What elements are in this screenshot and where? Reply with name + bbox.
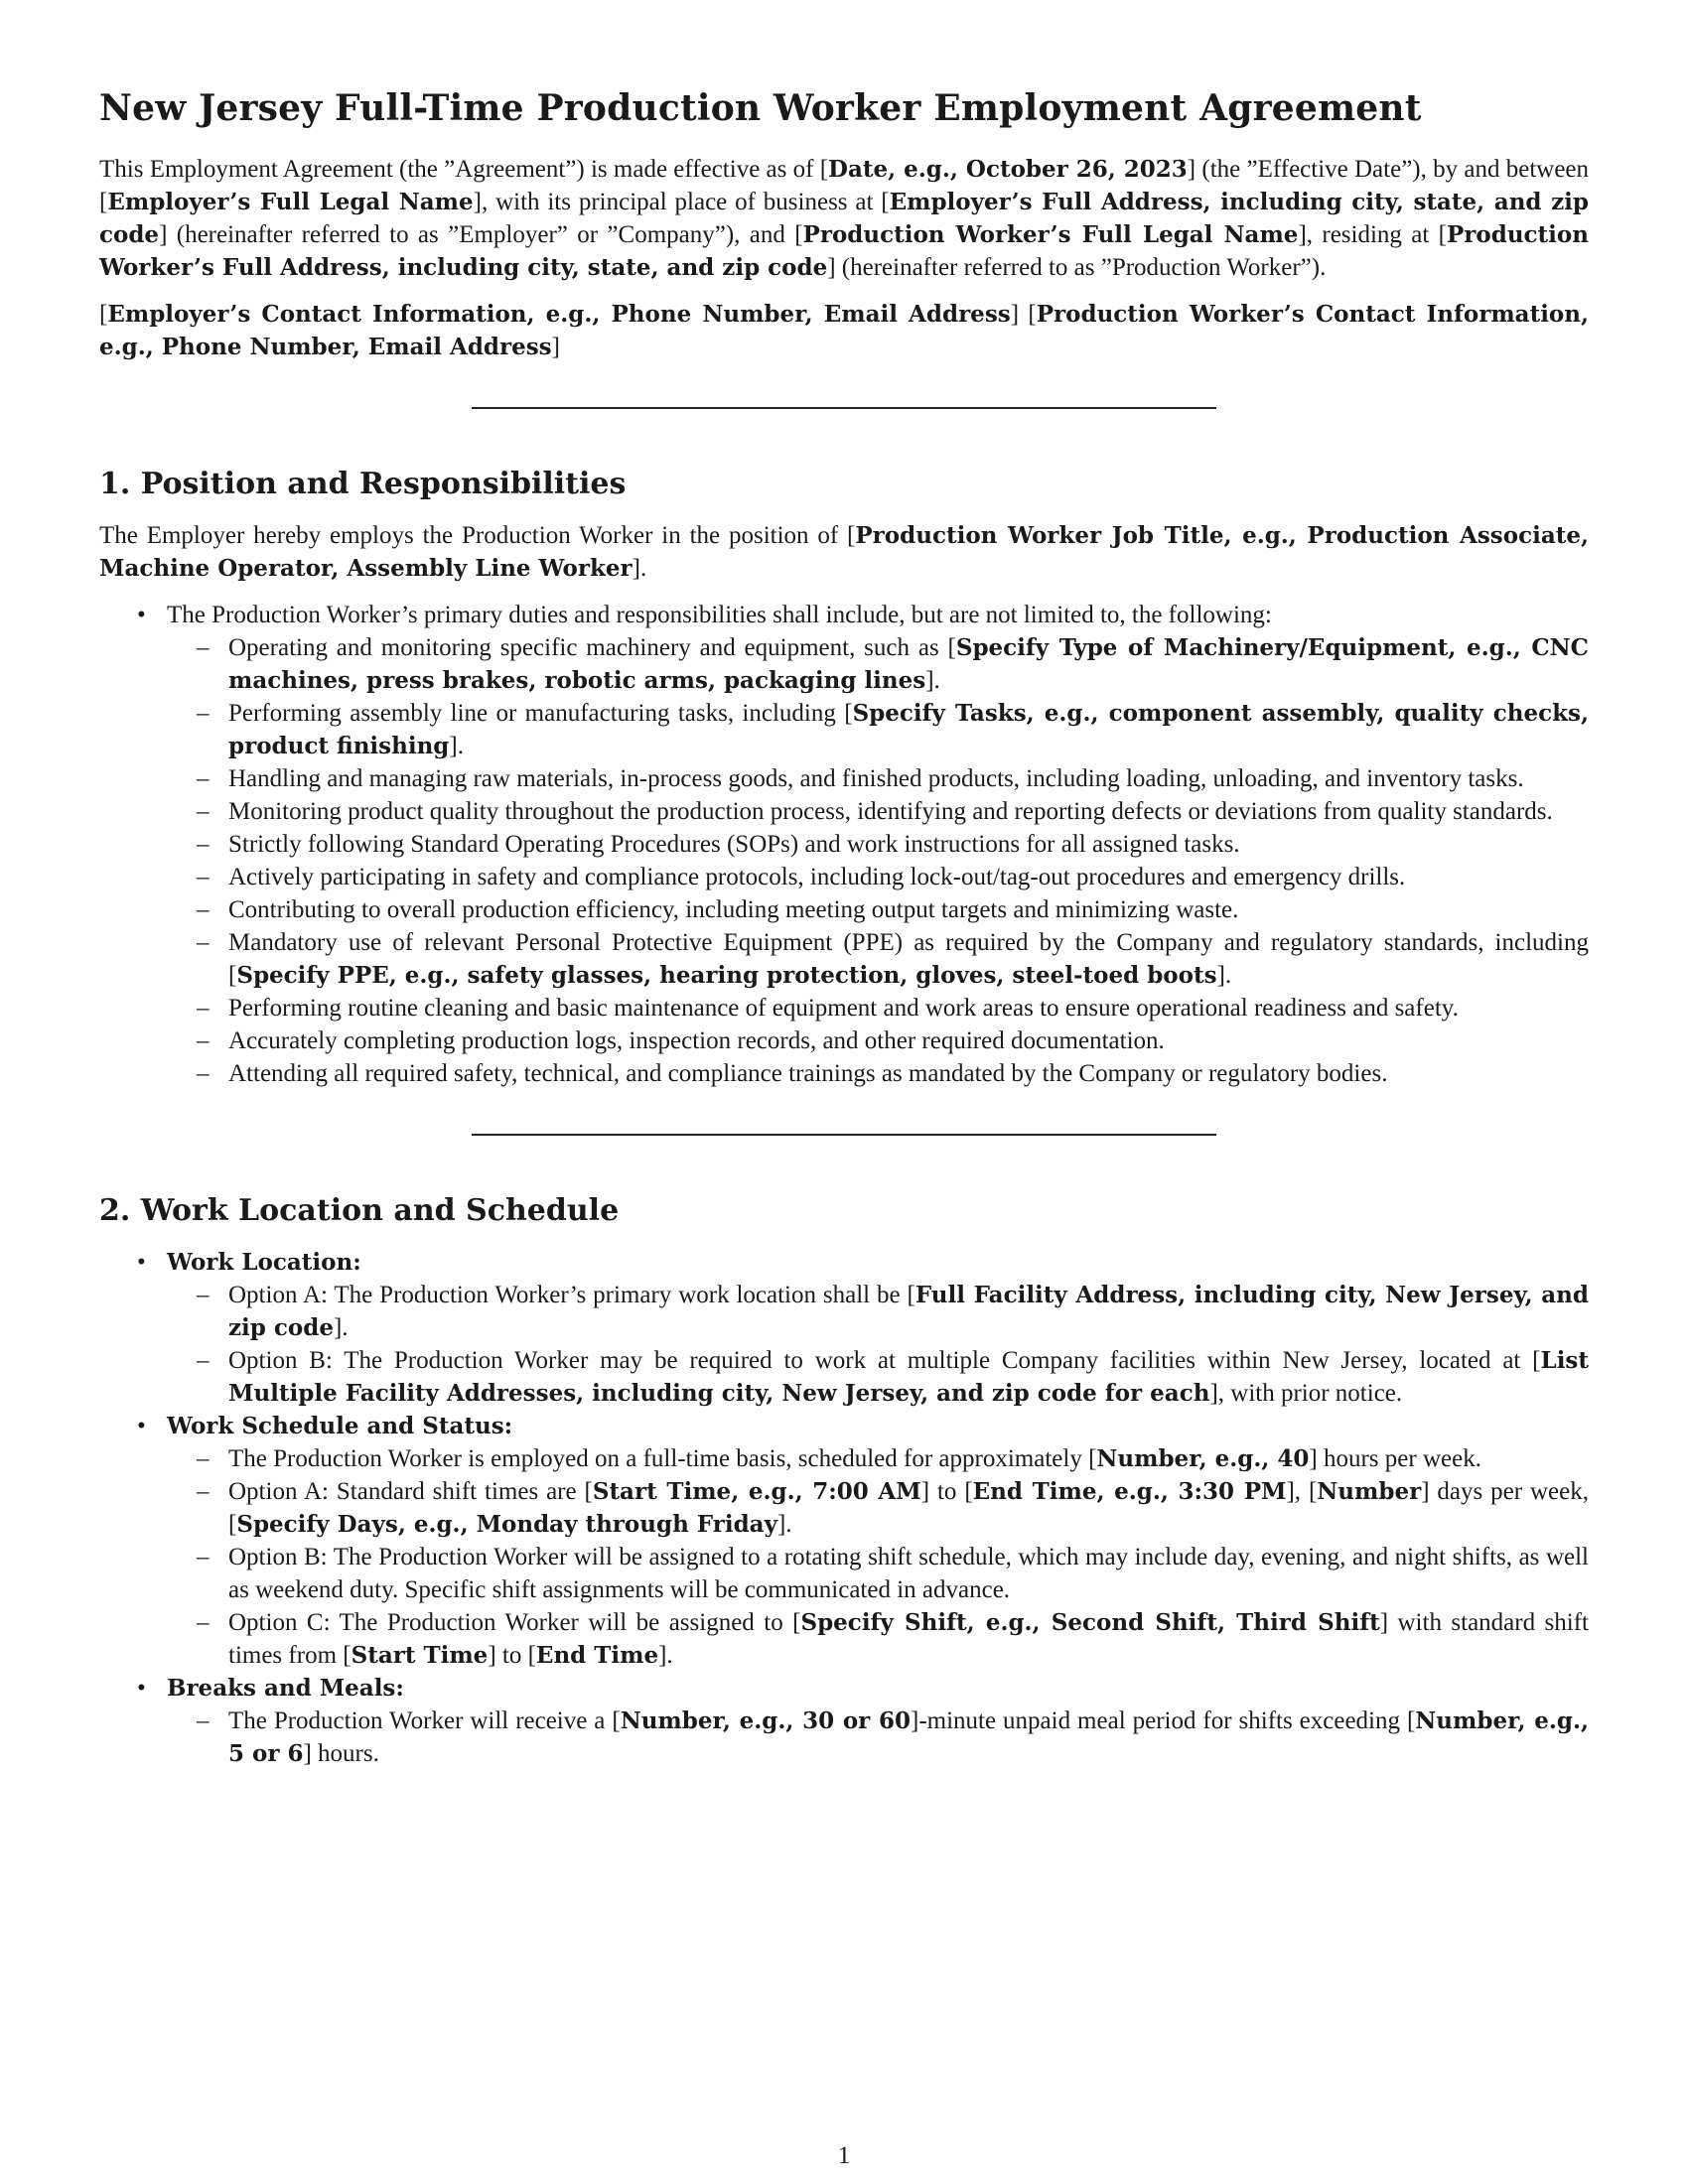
breaks-label: Breaks and Meals: [167, 1675, 404, 1702]
list-item: – Performing assembly line or manufacturing tasks, including [Specify Tasks, e.g., component assembly, quality checks, product finishing]. [197, 700, 1589, 759]
bullet-icon: • [137, 1249, 146, 1276]
list-item [99, 1410, 1589, 1672]
bullet-icon: • [137, 1675, 146, 1702]
list-item: – Strictly following Standard Operating Procedures (SOPs) and work instructions for all assigned tasks. [197, 831, 1240, 858]
breaks-options [167, 1705, 1589, 1770]
schedule-options [167, 1442, 1589, 1672]
list-item: – Actively participating in safety and compliance protocols, including lock-out/tag-out procedures and emergency drills. [197, 864, 1406, 890]
section-1-paragraph: The Employer hereby employs the Production Worker in the position of [Production Worker Job Title, e.g., Production Associate, Machine Operator, Assembly Line Worker]. [99, 522, 1589, 582]
placeholder-worker-name: Production Worker’s Full Legal Name [802, 221, 1299, 248]
intro-paragraph: This Employment Agreement (the ”Agreement”) is made effective as of [Date, e.g., October 26, 2023] (the ”Effective Date”), by and between [Employer’s Full Legal Name], with its principal place of business at [Employer’s Full Address, including city, state, and zip code] (hereinafter referred to as ”Employer” or ”Company”), and [Production Worker’s Full Legal Name], residing at [Production Worker’s Full Address, including city, state, and zip code] (hereinafter referred to as ”Production Worker”). [99, 156, 1590, 281]
section-divider [472, 407, 1216, 409]
list-item: – Option C: The Production Worker will be assigned to [Specify Shift, e.g., Second Shift, Third Shift] with standard shift times from [Start Time] to [End Time]. [197, 1609, 1589, 1669]
list-item: – The Production Worker will receive a [Number, e.g., 30 or 60]-minute unpaid meal period for shifts exceeding [Number, e.g., 5 or 6] hours. [197, 1707, 1589, 1767]
placeholder-employer-name: Employer’s Full Legal Name [107, 189, 474, 215]
placeholder-employer-contact: Employer’s Contact Information, e.g., Phone Number, Email Address [107, 301, 1011, 328]
section-1-list [99, 599, 1589, 1090]
placeholder-worker-contact: Production Worker’s Contact Information, e.g., Phone Number, Email Address [99, 301, 1589, 360]
work-location-label: Work Location: [167, 1249, 361, 1276]
contact-paragraph: [Employer’s Contact Information, e.g., Phone Number, Email Address] [Production Worker’s Contact Information, e.g., Phone Number, Email Address] [99, 301, 1589, 360]
list-item: – Contributing to overall production efficiency, including meeting output targets and minimizing waste. [197, 896, 1239, 923]
placeholder-date: Date, e.g., October 26, 2023 [828, 156, 1188, 183]
placeholder-worker-address: Production Worker’s Full Address, including city, state, and zip code [99, 221, 1589, 281]
bullet-icon: • [137, 1413, 146, 1439]
list-item: – Performing routine cleaning and basic maintenance of equipment and work areas to ensure operational readiness and safety. [197, 995, 1459, 1022]
section-divider [472, 1134, 1216, 1136]
list-item: – The Production Worker is employed on a full-time basis, scheduled for approximately [Number, e.g., 40] hours per week. [197, 1445, 1481, 1472]
list-item: – Operating and monitoring specific machinery and equipment, such as [Specify Type of Machinery/Equipment, e.g., CNC machines, press brakes, robotic arms, packaging lines]. [197, 634, 1589, 694]
list-item: – Accurately completing production logs, inspection records, and other required documentation. [197, 1027, 1165, 1054]
list-item: – Handling and managing raw materials, in-process goods, and finished products, including loading, unloading, and inventory tasks. [197, 765, 1524, 792]
document-page [99, 87, 1589, 1770]
list-item [99, 1246, 1589, 1410]
document-title: New Jersey Full-Time Production Worker Employment Agreement [99, 87, 1422, 129]
list-item: – Option B: The Production Worker will be assigned to a rotating shift schedule, which may include day, evening, and night shifts, as well as weekend duty. Specific shift assignments will be communicated in advance. [197, 1544, 1589, 1603]
placeholder-employer-address: Employer’s Full Address, including city, state, and zip code [99, 189, 1589, 248]
duties-list [167, 631, 1589, 1090]
list-item [99, 1672, 1589, 1770]
bullet-icon: • [137, 602, 146, 628]
list-item: • The Production Worker’s primary duties and responsibilities shall include, but are not limited to, the following: – Operating and monitoring specific machinery and equipment, such as [Specify Type of Machinery/Equipment, e.g., CNC machines, press brakes, robotic arms, packaging lines]. – Performing assembly line or manufacturing tasks, including [Specify Tasks, e.g., component assembly, quality checks, product finishing]. – Handling and managing raw materials, in-process goods, and finished products, including loading, unloading, and inventory tasks. – Monitoring product quality throughout the production process, identifying and reporting defects or deviations from quality standards. – Strictly following Standard Operating Procedures (SOPs) and work instructions for all assigned tasks. – Actively participating in safety and compliance protocols, including lock-out/tag-out procedures and emergency drills. – Contributing to overall production efficiency, including meeting output targets and minimizing waste. – Mandatory use of relevant Personal Protective Equipment (PPE) as required by the Company and regulatory standards, including [Specify PPE, e.g., safety glasses, hearing protection, gloves, steel-toed boots]. – Performing routine cleaning and basic maintenance of equipment and work areas to ensure operational readiness and safety. – Accurately completing production logs, inspection records, and other required documentation. – Attending all required safety, technical, and compliance trainings as mandated by the Company or regulatory bodies. [99, 599, 1589, 1090]
section-1-heading: 1. Position and Responsibilities [99, 467, 627, 501]
location-options [167, 1279, 1589, 1410]
list-item: – Monitoring product quality throughout the production process, identifying and reporting defects or deviations from quality standards. [197, 798, 1553, 825]
work-schedule-label: Work Schedule and Status: [167, 1413, 513, 1439]
section-2-list [99, 1246, 1589, 1770]
list-item: – Mandatory use of relevant Personal Protective Equipment (PPE) as required by the Company and regulatory standards, including [Specify PPE, e.g., safety glasses, hearing protection, gloves, steel-toed boots]. [197, 929, 1589, 989]
section-2-heading: 2. Work Location and Schedule [99, 1193, 620, 1228]
placeholder-job-title: Production Worker Job Title, e.g., Production Associate, Machine Operator, Assembly Line Worker [99, 522, 1589, 582]
list-item: – Option A: The Production Worker’s primary work location shall be [Full Facility Address, including city, New Jersey, and zip code]. [197, 1282, 1589, 1341]
list-item: – Option B: The Production Worker may be required to work at multiple Company facilities within New Jersey, located at [List Multiple Facility Addresses, including city, New Jersey, and zip code for each], with prior notice. [197, 1347, 1589, 1407]
list-item: – Option A: Standard shift times are [Start Time, e.g., 7:00 AM] to [End Time, e.g., 3:30 PM], [Number] days per week, [Specify Days, e.g., Monday through Friday]. [197, 1478, 1589, 1538]
list-item: – Attending all required safety, technical, and compliance trainings as mandated by the Company or regulatory bodies. [197, 1060, 1388, 1087]
page-number: 1 [837, 2142, 851, 2169]
